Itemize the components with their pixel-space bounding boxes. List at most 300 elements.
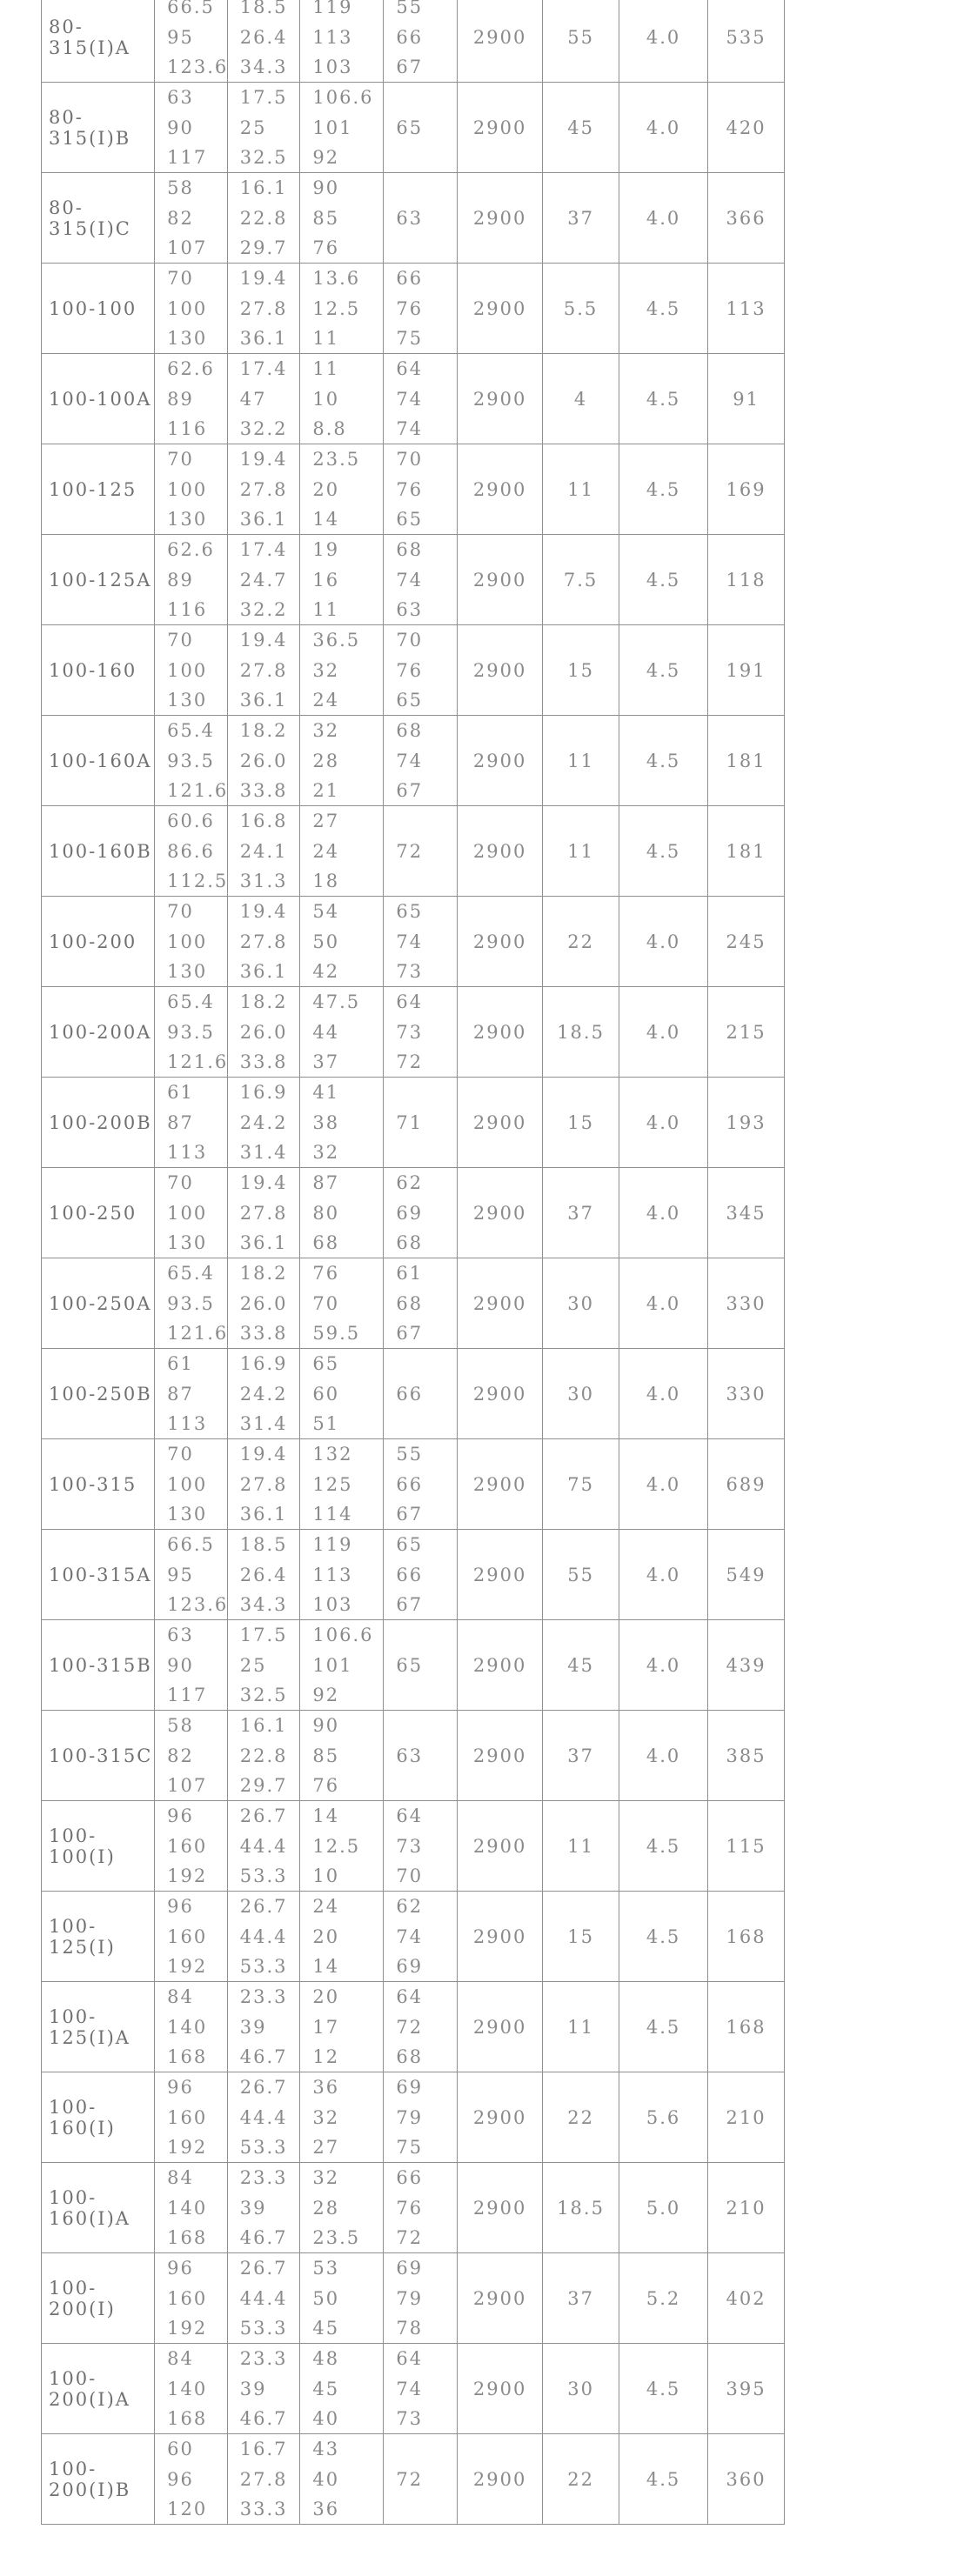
motor-power-cell <box>543 1530 619 1620</box>
weight-cell <box>708 1349 785 1439</box>
shaft-power-cell <box>300 1892 384 1982</box>
head-cell-stack <box>228 2163 300 2252</box>
shaft-power-cell-value: 76 <box>312 1775 340 1796</box>
efficiency-cell-stack <box>384 0 457 82</box>
flow-cell-value: 116 <box>167 418 208 439</box>
motor-power-cell-value: 37 <box>567 1745 594 1766</box>
speed-cell <box>458 1258 543 1349</box>
table-row <box>42 354 785 444</box>
weight-cell <box>708 1982 785 2072</box>
efficiency-cell-value: 72 <box>396 2468 424 2490</box>
weight-cell-value: 115 <box>726 1835 766 1857</box>
flow-cell <box>155 1530 228 1620</box>
flow-cell-stack <box>155 1349 227 1438</box>
model-cell <box>42 354 155 444</box>
flow-cell-value: 113 <box>167 1413 208 1434</box>
npsh-cell <box>619 2434 707 2525</box>
speed-cell-value: 2900 <box>472 750 527 771</box>
shaft-power-cell-value: 20 <box>312 478 340 500</box>
head-cell-stack <box>228 806 300 896</box>
efficiency-cell-value: 70 <box>396 630 424 651</box>
efficiency-cell-value: 61 <box>396 1263 424 1284</box>
head-cell-value: 24.7 <box>239 569 288 591</box>
flow-cell <box>155 1711 228 1801</box>
shaft-power-cell <box>300 1349 384 1439</box>
head-cell-value: 26.0 <box>239 1021 288 1043</box>
shaft-power-cell-value: 45 <box>312 2318 340 2339</box>
shaft-power-cell-stack <box>300 897 383 986</box>
weight-cell-value: 549 <box>726 1564 766 1585</box>
efficiency-cell <box>384 0 458 83</box>
efficiency-cell <box>384 1892 458 1982</box>
flow-cell-value: 140 <box>167 2016 208 2038</box>
flow-cell-stack <box>155 1258 227 1348</box>
npsh-cell <box>619 173 707 264</box>
flow-cell <box>155 444 228 535</box>
flow-cell <box>155 264 228 354</box>
head-cell <box>227 625 300 716</box>
efficiency-cell-value: 67 <box>396 1323 424 1344</box>
head-cell-value: 27.8 <box>239 1202 288 1224</box>
motor-power-cell <box>543 1439 619 1530</box>
shaft-power-cell-stack <box>300 173 383 263</box>
efficiency-cell <box>384 2072 458 2163</box>
head-cell-stack <box>228 1439 300 1529</box>
flow-cell <box>155 1349 228 1439</box>
model-label: 100-250B <box>49 1383 152 1405</box>
motor-power-cell <box>543 1078 619 1168</box>
flow-cell-value: 107 <box>167 237 208 258</box>
head-cell-stack <box>228 1530 300 1619</box>
speed-cell-value: 2900 <box>472 840 527 862</box>
head-cell <box>227 806 300 897</box>
weight-cell-value: 330 <box>726 1383 766 1405</box>
table-row <box>42 1168 785 1258</box>
flow-cell-stack <box>155 1982 227 2072</box>
head-cell-value: 34.3 <box>239 1594 288 1615</box>
head-cell-value: 29.7 <box>239 237 288 258</box>
flow-cell-value: 116 <box>167 599 208 620</box>
speed-cell-value: 2900 <box>472 1745 527 1766</box>
motor-power-cell-value: 30 <box>567 2378 594 2399</box>
flow-cell-value: 192 <box>167 2318 208 2339</box>
efficiency-cell <box>384 1711 458 1801</box>
speed-cell-value: 2900 <box>472 931 527 952</box>
efficiency-cell-stack <box>384 1982 457 2072</box>
model-cell <box>42 444 155 535</box>
flow-cell <box>155 1168 228 1258</box>
flow-cell <box>155 2072 228 2163</box>
motor-power-cell-value: 4 <box>573 388 588 410</box>
npsh-cell-value: 4.0 <box>646 1202 681 1224</box>
npsh-cell-value: 4.5 <box>646 750 681 771</box>
motor-power-cell <box>543 1892 619 1982</box>
speed-cell-value: 2900 <box>472 1835 527 1857</box>
shaft-power-cell-stack <box>300 625 383 715</box>
shaft-power-cell <box>300 173 384 264</box>
shaft-power-cell-stack <box>300 535 383 624</box>
head-cell <box>227 2434 300 2525</box>
efficiency-cell-stack <box>384 444 457 534</box>
shaft-power-cell-value: 50 <box>312 931 340 952</box>
speed-cell <box>458 1711 543 1801</box>
shaft-power-cell-value: 59.5 <box>312 1323 361 1344</box>
flow-cell-value: 65.4 <box>167 991 215 1012</box>
efficiency-cell <box>384 2434 458 2525</box>
head-cell-stack <box>228 716 300 805</box>
head-cell-value: 22.8 <box>239 1745 288 1766</box>
motor-power-cell <box>543 987 619 1078</box>
weight-cell <box>708 0 785 83</box>
head-cell-value: 23.3 <box>239 2167 288 2188</box>
model-cell <box>42 535 155 625</box>
npsh-cell-value: 4.0 <box>646 1021 681 1043</box>
head-cell-value: 19.4 <box>239 268 288 289</box>
model-cell <box>42 1168 155 1258</box>
npsh-cell-value: 4.0 <box>646 1745 681 1766</box>
weight-cell <box>708 2344 785 2434</box>
head-cell-value: 17.5 <box>239 87 288 108</box>
shaft-power-cell-value: 106.6 <box>312 1625 374 1645</box>
table-row <box>42 1620 785 1711</box>
efficiency-cell-stack <box>384 1892 457 1981</box>
shaft-power-cell-value: 8.8 <box>312 418 347 439</box>
model-cell <box>42 625 155 716</box>
model-label: 100-315C <box>49 1745 153 1766</box>
shaft-power-cell-value: 10 <box>312 1865 340 1886</box>
model-cell <box>42 806 155 897</box>
shaft-power-cell-value: 36.5 <box>312 630 361 651</box>
shaft-power-cell-value: 27 <box>312 811 340 831</box>
shaft-power-cell-value: 53 <box>312 2258 340 2279</box>
head-cell-value: 18.5 <box>239 1534 288 1555</box>
npsh-cell-value: 4.5 <box>646 569 681 591</box>
weight-cell <box>708 535 785 625</box>
shaft-power-cell <box>300 2253 384 2344</box>
head-cell-value: 32.2 <box>239 599 288 620</box>
table-row <box>42 1711 785 1801</box>
speed-cell <box>458 716 543 806</box>
head-cell <box>227 2344 300 2434</box>
motor-power-cell-value: 11 <box>567 840 594 862</box>
flow-cell-value: 65.4 <box>167 1263 215 1284</box>
efficiency-cell-value: 72 <box>396 2227 424 2248</box>
shaft-power-cell-value: 24 <box>312 1896 340 1917</box>
shaft-power-cell <box>300 1439 384 1530</box>
npsh-cell <box>619 1801 707 1892</box>
shaft-power-cell-value: 14 <box>312 509 340 530</box>
speed-cell <box>458 1892 543 1982</box>
speed-cell-value: 2900 <box>472 207 527 229</box>
model-label: 100-315B <box>49 1654 152 1676</box>
model-cell <box>42 987 155 1078</box>
efficiency-cell-value: 63 <box>396 1745 424 1766</box>
efficiency-cell <box>384 1258 458 1349</box>
flow-cell-stack <box>155 1892 227 1981</box>
head-cell-value: 25 <box>239 1654 267 1676</box>
weight-cell-value: 395 <box>726 2378 766 2399</box>
head-cell-value: 24.1 <box>239 840 288 862</box>
weight-cell <box>708 897 785 987</box>
flow-cell-value: 95 <box>167 1564 194 1585</box>
flow-cell-stack <box>155 535 227 624</box>
efficiency-cell <box>384 897 458 987</box>
model-label: 100-250 <box>49 1202 137 1224</box>
weight-cell-value: 210 <box>726 2197 766 2219</box>
speed-cell-value: 2900 <box>472 1383 527 1405</box>
head-cell <box>227 1982 300 2072</box>
efficiency-cell-value: 74 <box>396 931 424 952</box>
flow-cell-value: 86.6 <box>167 840 215 862</box>
shaft-power-cell-value: 21 <box>312 780 340 801</box>
head-cell <box>227 1711 300 1801</box>
efficiency-cell <box>384 1530 458 1620</box>
motor-power-cell-value: 22 <box>567 931 594 952</box>
npsh-cell <box>619 625 707 716</box>
shaft-power-cell-stack <box>300 1530 383 1619</box>
flow-cell-stack <box>155 2434 227 2524</box>
efficiency-cell-value: 66 <box>396 2167 424 2188</box>
motor-power-cell-value: 30 <box>567 1292 594 1314</box>
head-cell <box>227 1892 300 1982</box>
head-cell-stack <box>228 1711 300 1800</box>
shaft-power-cell-stack <box>300 1168 383 1258</box>
shaft-power-cell <box>300 354 384 444</box>
flow-cell-stack <box>155 987 227 1077</box>
efficiency-cell-value: 69 <box>396 2258 424 2279</box>
shaft-power-cell-value: 20 <box>312 1925 340 1947</box>
head-cell <box>227 716 300 806</box>
table-row <box>42 1801 785 1892</box>
shaft-power-cell-stack <box>300 1892 383 1981</box>
flow-cell-value: 160 <box>167 2106 208 2128</box>
head-cell <box>227 535 300 625</box>
model-label: 100-200(I) <box>49 2277 116 2319</box>
head-cell-value: 36.1 <box>239 328 288 349</box>
shaft-power-cell-value: 85 <box>312 1745 340 1766</box>
npsh-cell-value: 4.0 <box>646 931 681 952</box>
speed-cell-value: 2900 <box>472 388 527 410</box>
flow-cell-stack <box>155 716 227 805</box>
flow-cell <box>155 625 228 716</box>
shaft-power-cell-stack <box>300 1439 383 1529</box>
motor-power-cell <box>543 444 619 535</box>
shaft-power-cell-value: 90 <box>312 1715 340 1736</box>
flow-cell <box>155 0 228 83</box>
efficiency-cell <box>384 1349 458 1439</box>
efficiency-cell <box>384 1801 458 1892</box>
head-cell-value: 33.8 <box>239 1051 288 1072</box>
npsh-cell <box>619 1439 707 1530</box>
flow-cell-value: 62.6 <box>167 539 215 560</box>
efficiency-cell <box>384 1982 458 2072</box>
flow-cell-value: 107 <box>167 1775 208 1796</box>
head-cell-stack <box>228 1892 300 1981</box>
weight-cell-value: 345 <box>726 1202 766 1224</box>
weight-cell-value: 360 <box>726 2468 766 2490</box>
shaft-power-cell <box>300 806 384 897</box>
efficiency-cell-value: 67 <box>396 57 424 77</box>
table-row <box>42 987 785 1078</box>
shaft-power-cell-stack <box>300 716 383 805</box>
efficiency-cell-stack <box>384 1168 457 1258</box>
shaft-power-cell <box>300 83 384 173</box>
npsh-cell <box>619 1982 707 2072</box>
efficiency-cell-value: 65 <box>396 1654 424 1676</box>
speed-cell <box>458 1530 543 1620</box>
head-cell-stack <box>228 1349 300 1438</box>
head-cell-value: 26.7 <box>239 2258 288 2279</box>
head-cell-stack <box>228 987 300 1077</box>
efficiency-cell-value: 76 <box>396 659 424 681</box>
shaft-power-cell <box>300 897 384 987</box>
model-cell <box>42 1711 155 1801</box>
efficiency-cell-value: 63 <box>396 207 424 229</box>
table-row <box>42 264 785 354</box>
shaft-power-cell-value: 92 <box>312 1685 340 1705</box>
head-cell-stack <box>228 1620 300 1710</box>
flow-cell-stack <box>155 2163 227 2252</box>
npsh-cell-value: 5.6 <box>646 2106 681 2128</box>
shaft-power-cell <box>300 1711 384 1801</box>
shaft-power-cell-value: 32 <box>312 720 340 741</box>
head-cell-stack <box>228 2253 300 2343</box>
shaft-power-cell-value: 119 <box>312 1534 353 1555</box>
npsh-cell-value: 4.0 <box>646 1654 681 1676</box>
motor-power-cell-value: 15 <box>567 1925 594 1947</box>
npsh-cell <box>619 1711 707 1801</box>
flow-cell-stack <box>155 0 227 82</box>
head-cell-value: 39 <box>239 2378 267 2399</box>
weight-cell-value: 91 <box>733 388 760 410</box>
flow-cell <box>155 1620 228 1711</box>
shaft-power-cell-value: 12.5 <box>312 1835 361 1857</box>
weight-cell <box>708 264 785 354</box>
shaft-power-cell-value: 28 <box>312 2197 340 2219</box>
head-cell-value: 23.3 <box>239 2348 288 2369</box>
flow-cell-stack <box>155 1439 227 1529</box>
shaft-power-cell <box>300 1258 384 1349</box>
shaft-power-cell-value: 92 <box>312 147 340 168</box>
flow-cell-value: 96 <box>167 2468 194 2490</box>
flow-cell-value: 100 <box>167 1473 208 1495</box>
speed-cell-value: 2900 <box>472 1654 527 1676</box>
flow-cell-value: 100 <box>167 478 208 500</box>
shaft-power-cell-value: 41 <box>312 1082 340 1103</box>
efficiency-cell-value: 64 <box>396 1986 424 2007</box>
flow-cell-value: 70 <box>167 268 194 289</box>
shaft-power-cell-value: 80 <box>312 1202 340 1224</box>
efficiency-cell <box>384 2253 458 2344</box>
efficiency-cell-value: 68 <box>396 1232 424 1253</box>
table-row <box>42 1982 785 2072</box>
motor-power-cell-value: 55 <box>567 1564 594 1585</box>
flow-cell-value: 96 <box>167 2258 194 2279</box>
shaft-power-cell <box>300 1078 384 1168</box>
model-cell <box>42 716 155 806</box>
npsh-cell <box>619 264 707 354</box>
head-cell-stack <box>228 1801 300 1891</box>
flow-cell-stack <box>155 1620 227 1710</box>
flow-cell-value: 123.6 <box>167 57 229 77</box>
flow-cell-value: 63 <box>167 1625 194 1645</box>
speed-cell-value: 2900 <box>472 478 527 500</box>
shaft-power-cell-value: 28 <box>312 750 340 771</box>
flow-cell-value: 100 <box>167 1202 208 1224</box>
shaft-power-cell-value: 36 <box>312 2499 340 2519</box>
flow-cell-value: 160 <box>167 1835 208 1857</box>
efficiency-cell-value: 67 <box>396 780 424 801</box>
model-label: 80-315(I)A <box>49 16 130 58</box>
weight-cell-value: 168 <box>726 2016 766 2038</box>
model-cell <box>42 173 155 264</box>
shaft-power-cell-stack <box>300 0 383 82</box>
head-cell-value: 53.3 <box>239 2137 288 2158</box>
speed-cell-value: 2900 <box>472 2287 527 2309</box>
npsh-cell-value: 4.5 <box>646 478 681 500</box>
head-cell <box>227 1168 300 1258</box>
npsh-cell-value: 4.0 <box>646 1564 681 1585</box>
shaft-power-cell-value: 17 <box>312 2016 340 2038</box>
motor-power-cell <box>543 1258 619 1349</box>
head-cell-value: 33.8 <box>239 780 288 801</box>
npsh-cell <box>619 1258 707 1349</box>
npsh-cell-value: 4.5 <box>646 2468 681 2490</box>
speed-cell-value: 2900 <box>472 1202 527 1224</box>
flow-cell-stack <box>155 173 227 263</box>
weight-cell-value: 366 <box>726 207 766 229</box>
npsh-cell-value: 4.0 <box>646 1111 681 1133</box>
shaft-power-cell-value: 10 <box>312 388 340 410</box>
shaft-power-cell-stack <box>300 83 383 172</box>
efficiency-cell-value: 72 <box>396 840 424 862</box>
flow-cell-value: 113 <box>167 1142 208 1163</box>
flow-cell <box>155 2434 228 2525</box>
shaft-power-cell-value: 43 <box>312 2439 340 2459</box>
shaft-power-cell-stack <box>300 806 383 896</box>
head-cell-stack <box>228 535 300 624</box>
efficiency-cell-value: 64 <box>396 2348 424 2369</box>
efficiency-cell-value: 64 <box>396 1805 424 1826</box>
efficiency-cell-value: 73 <box>396 1835 424 1857</box>
weight-cell-value: 191 <box>726 659 766 681</box>
head-cell-stack <box>228 1258 300 1348</box>
flow-cell-value: 192 <box>167 1865 208 1886</box>
flow-cell-value: 93.5 <box>167 1021 215 1043</box>
flow-cell-stack <box>155 2344 227 2433</box>
shaft-power-cell-value: 68 <box>312 1232 340 1253</box>
efficiency-cell-stack <box>384 2163 457 2252</box>
flow-cell-value: 140 <box>167 2378 208 2399</box>
flow-cell-value: 120 <box>167 2499 208 2519</box>
head-cell-value: 27.8 <box>239 659 288 681</box>
motor-power-cell-value: 37 <box>567 2287 594 2309</box>
efficiency-cell-value: 71 <box>396 1111 424 1133</box>
npsh-cell <box>619 2253 707 2344</box>
motor-power-cell <box>543 897 619 987</box>
speed-cell-value: 2900 <box>472 297 527 319</box>
speed-cell <box>458 444 543 535</box>
model-label: 100-315A <box>49 1564 152 1585</box>
shaft-power-cell <box>300 535 384 625</box>
head-cell <box>227 2163 300 2253</box>
shaft-power-cell-stack <box>300 2344 383 2433</box>
head-cell-stack <box>228 83 300 172</box>
npsh-cell-value: 4.5 <box>646 1835 681 1857</box>
efficiency-cell-stack <box>384 987 457 1077</box>
table-row <box>42 2163 785 2253</box>
head-cell-value: 16.1 <box>239 1715 288 1736</box>
